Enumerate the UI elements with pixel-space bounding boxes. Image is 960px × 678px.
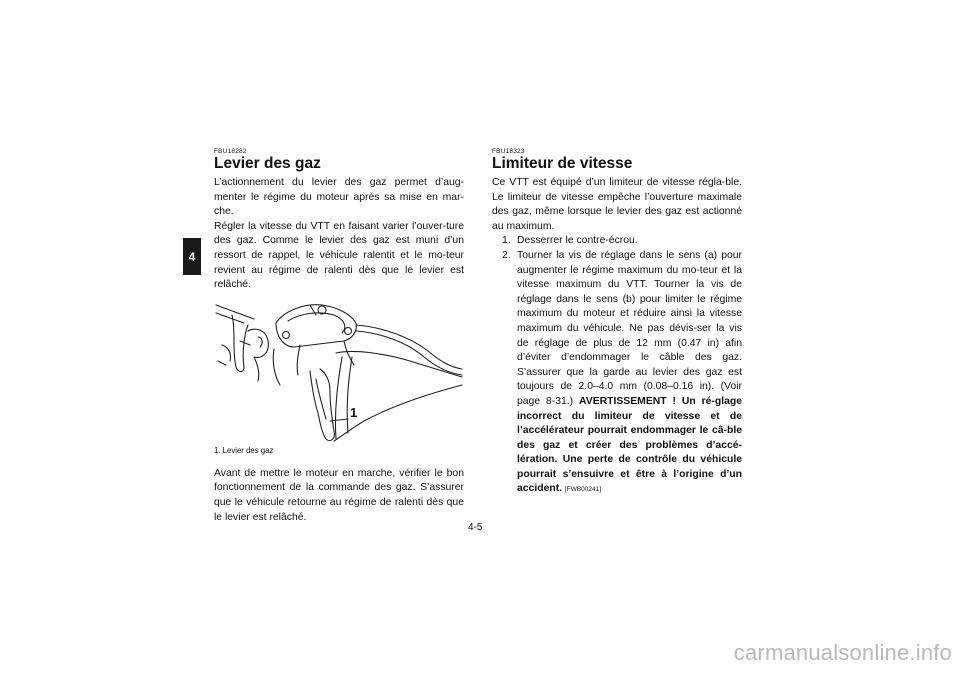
chapter-tab — [183, 238, 201, 275]
paragraph: Avant de mettre le moteur en marche, vérifier le bon fonctionnement de la commande des gaz. S’assurer que le véhicule retourne au régime de ralenti dès que le levier est relâché. — [214, 467, 464, 523]
watermark-text: carmanualsonline.info — [733, 640, 952, 665]
throttle-lever-drawing — [214, 301, 464, 444]
step-number: 1. — [502, 235, 511, 247]
paragraph: Régler la vitesse du VTT en faisant varier l’ouver-ture des gaz. Comme le levier des gaz est muni d’un ressort de rappel, le véhicule ralentit et le mo-teur revient au régime de ralenti dès que le levier est relâché. — [214, 220, 464, 291]
chapter-tab-number: 4 — [188, 249, 196, 264]
figure-callout: 1 — [350, 404, 358, 420]
section-code: FBU18282 — [214, 148, 247, 155]
list-item — [502, 234, 742, 249]
step-text: Tourner la vis de réglage dans le sens (a) pour augmenter le régime maximum du mo-teur et la vitesse maximum du VTT. Tourner la vis de réglage dans le sens (b) pour limiter le régime maximum du moteur et réduire ainsi la vitesse maximum du véhicule. Ne pas dévis-ser la vis de réglage de plus de 12 mm (0.47 in) afin d’éviter d’endommager le câble des gaz. S’assurer que la garde au levier des gaz est toujours de 2.0–4.0 mm (0.08–0.16 in). (Voir page 8-31.) — [517, 249, 742, 407]
throttle-lever-illustration — [214, 301, 464, 444]
paragraph: L’actionnement du levier des gaz permet d’aug-menter le régime du moteur après sa mise en mar-che. — [214, 177, 464, 218]
section-title: Levier des gaz — [214, 155, 321, 172]
section-code: FBU18323 — [492, 148, 525, 155]
right-column — [492, 148, 742, 498]
step-number: 2. — [502, 249, 511, 261]
steps-list — [492, 234, 742, 498]
left-column — [214, 148, 464, 525]
paragraph: Ce VTT est équipé d’un limiteur de vitesse régla-ble. Le limiteur de vitesse empêche l’ouverture maximale des gaz, même lorsque le levier des gaz est actionné au maximum. — [492, 177, 742, 232]
page-number: 4-5 — [468, 522, 483, 533]
list-item — [502, 249, 742, 498]
step-text: Desserrer le contre-écrou. — [517, 235, 638, 247]
figure-caption: 1. Levier des gaz — [214, 445, 274, 455]
warning-code: [FWB00241] — [564, 486, 602, 494]
warning-text: AVERTISSEMENT ! Un ré-glage incorrect du limiteur de vitesse et de l’accélérateur pourrait endommager le câ-ble des gaz et créer des problèmes d’accé-lération. Une perte de contrôle du véhicule pourrait s’ensuivre et être à l’origine d’un accident. — [517, 395, 742, 495]
section-title: Limiteur de vitesse — [492, 155, 633, 172]
